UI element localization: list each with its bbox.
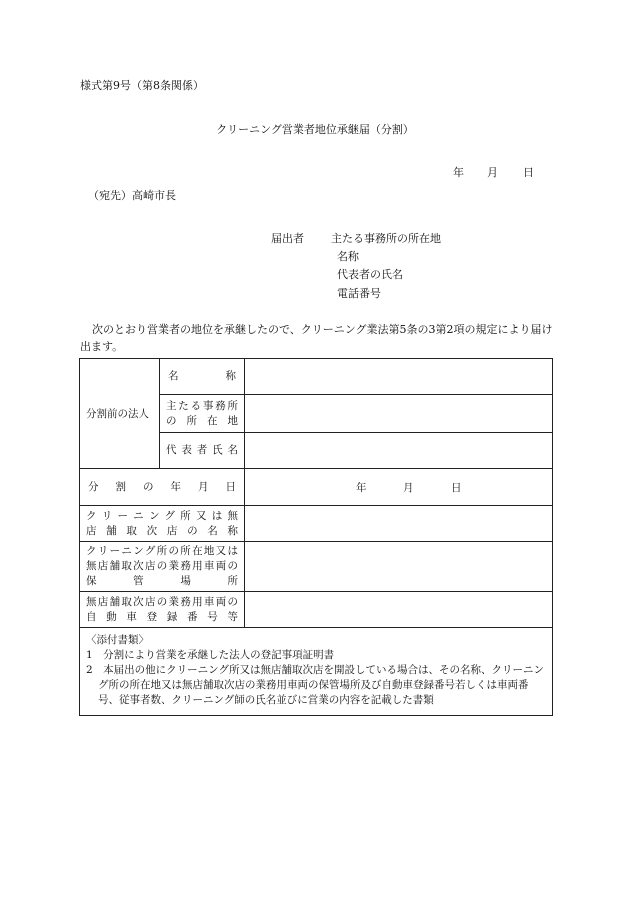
applicant-representative-label: 代表者の氏名 (337, 268, 403, 281)
location-label-cell: クリーニング所の所在地又は 無店舗取次店の業務用車両の 保管場所 (80, 542, 245, 592)
applicant-heading: 届出者 (271, 232, 304, 245)
split-date-label-cell: 分割の年月日 (80, 469, 245, 506)
representative-label-cell: 代表者氏名 (160, 433, 245, 469)
split-date-year: 年 (356, 482, 367, 494)
office-address-label-cell: 主たる事務所 の所在地 (160, 395, 245, 433)
location-input-cell[interactable] (245, 542, 553, 592)
table-row (80, 592, 553, 628)
name-label-cell: 名称 (160, 359, 245, 395)
table-row (80, 469, 553, 506)
applicant-office-address-label: 主たる事務所の所在地 (331, 232, 441, 245)
name-input-cell[interactable] (245, 359, 553, 395)
date-year-label: 年 (453, 166, 464, 179)
date-day-label: 日 (523, 166, 534, 179)
representative-input-cell[interactable] (245, 433, 553, 469)
split-date-month: 月 (403, 482, 414, 494)
attachments-heading: 〈添付書類〉 (86, 634, 149, 646)
split-date-input-cell[interactable] (245, 469, 553, 506)
document-title: クリーニング営業者地位承継届（分割） (216, 123, 414, 136)
table-row (80, 542, 553, 592)
notification-form-table (79, 358, 553, 716)
office-address-input-cell[interactable] (245, 395, 553, 433)
notification-body-text: 次のとおり営業者の地位を承継したので、クリーニング業法第5条の3第2項の規定により届け出ます。 (80, 323, 553, 353)
addressee: （宛先）高崎市長 (88, 189, 176, 202)
applicant-phone-label: 電話番号 (337, 287, 381, 300)
applicant-name-label: 名称 (337, 250, 359, 263)
vehicle-reg-label-cell: 無店舗取次店の業務用車両の 自動車登録番号等 (80, 592, 245, 628)
attachments-section (80, 628, 553, 716)
shop-name-input-cell[interactable] (245, 506, 553, 542)
date-month-label: 月 (487, 166, 498, 179)
split-date-day: 日 (451, 482, 462, 494)
attachment-item: 1 分割により営業を承継した法人の登記事項証明書 (86, 649, 335, 661)
table-row (80, 506, 553, 542)
shop-name-label-cell: クリーニング所又は無 店舗取次店の名称 (80, 506, 245, 542)
attachment-item: 2 本届出の他にクリーニング所又は無店舗取次店を開設している場合は、その名称、クリーニング所の所在地又は無店舗取次店の業務用車両の保管場所及び自動車登録番号若しくは車両番号、従事者数、クリーニング師の氏名並びに営業の内容を記載した書類 (86, 664, 544, 706)
pre-split-corp-label: 分割前の法人 (80, 359, 160, 469)
table-row (80, 628, 553, 716)
form-number-label: 様式第9号（第8条関係） (80, 79, 204, 92)
table-row (80, 359, 553, 395)
vehicle-reg-input-cell[interactable] (245, 592, 553, 628)
